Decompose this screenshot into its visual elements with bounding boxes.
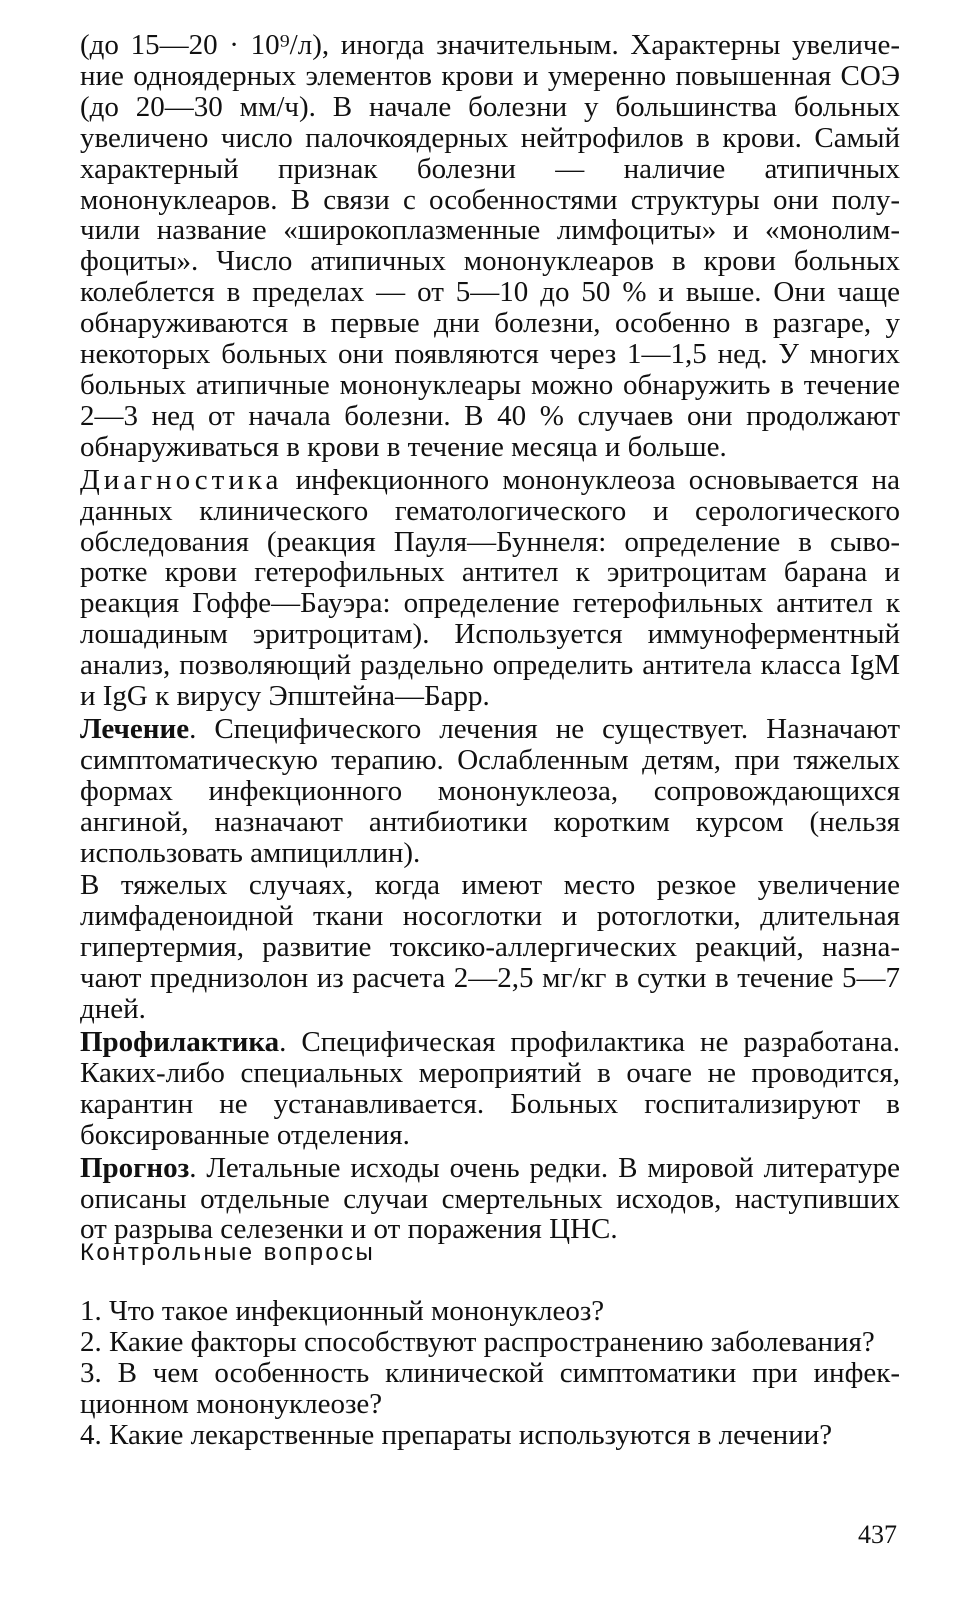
prognosis-heading: Прогноз	[80, 1151, 190, 1184]
treatment-heading: Лечение	[80, 712, 190, 745]
prognosis-text: . Летальные исходы очень редки. В мировой литературе описаны отдельные случаи смертельных исходов, наступивших от разрыва селезенки и от поражения ЦНС.	[80, 1151, 900, 1246]
questions-heading: Контрольные вопросы	[80, 1239, 376, 1266]
paragraph-lab-findings: (до 15—20 · 10⁹/л), иногда значительным. Характерны увеличение одноядерных элементов крови и умеренно повышенная СОЭ (до 20—30 мм/ч). В начале болезни у большинства больных увеличено число палочкоядерных нейтрофилов в крови. Самый характерный признак болезни — наличие атипичных мононуклеаров. В связи с особенностями структуры они получили название «широкоплазменные лимфоциты» и «монолимфоциты». Число атипичных мононуклеаров в крови больных колеблется в пределах — от 5—10 до 50 % и выше. Они чаще обнаруживаются в первые дни болезни, особенно в разгаре, у некоторых больных они появляются через 1—1,5 нед. У многих больных атипичные мононуклеары можно обнаружить в течение 2—3 нед от начала болезни. В 40 % случаев они продолжают обнаруживаться в крови в течение месяца и больше.	[80, 29, 900, 463]
question-item: 1. Что такое инфекционный мононуклеоз?	[80, 1295, 605, 1327]
treatment-text: . Специфического лечения не существует. Назначают симптоматическую терапию. Ослабленным детям, при тяжелых формах инфекционного мононуклеоза, сопровождающихся ангиной, назначают антибиотики коротким курсом (нельзя использовать ампициллин).	[80, 712, 900, 869]
paragraph-diagnostics	[80, 465, 900, 712]
page-number: 437	[858, 1520, 897, 1549]
question-item: 4. Какие лекарственные препараты используются в лечении?	[80, 1418, 833, 1451]
diagnostics-heading: Диагностика	[80, 463, 283, 496]
body-text	[80, 30, 900, 1245]
paragraph-prevention	[80, 1027, 900, 1151]
questions-list	[80, 1296, 900, 1451]
diagnostics-text: инфекционного мононуклеоза основывается на данных клинического гематологического и серологического обследования (реакция Пауля—Буннеля: определение в сыворотке крови гетерофильных антител к эритроцитам барана и реакция Гоффе—Бауэра: определение гетерофильных антител к лошадиным эритроцитам). Используется иммуноферментный анализ, позволяющий раздельно определить антитела класса IgM и IgG к вирусу Эпштейна—Барр.	[80, 463, 900, 713]
paragraph-prognosis	[80, 1153, 900, 1246]
question-item: 3. В чем особенность клинической симптоматики при инфекционном мононуклеозе?	[80, 1356, 900, 1420]
question-item: 2. Какие факторы способствуют распространению заболевания?	[80, 1325, 875, 1358]
prevention-text: . Специфическая профилактика не разработана. Каких-либо специальных мероприятий в очаге не проводится, карантин не устанавливается. Больных госпитализируют в боксированные отделения.	[80, 1026, 900, 1151]
paragraph-treatment	[80, 714, 900, 869]
prevention-heading: Профилактика	[80, 1026, 280, 1058]
paragraph-severe-cases: В тяжелых случаях, когда имеют место резкое увеличение лимфаденоидной ткани носоглотки и ротоглотки, длительная гипертермия, развитие токсико-аллергических реакций, назначают преднизолон из расчета 2—2,5 мг/кг в сутки в течение 5—7 дней.	[80, 869, 900, 1026]
